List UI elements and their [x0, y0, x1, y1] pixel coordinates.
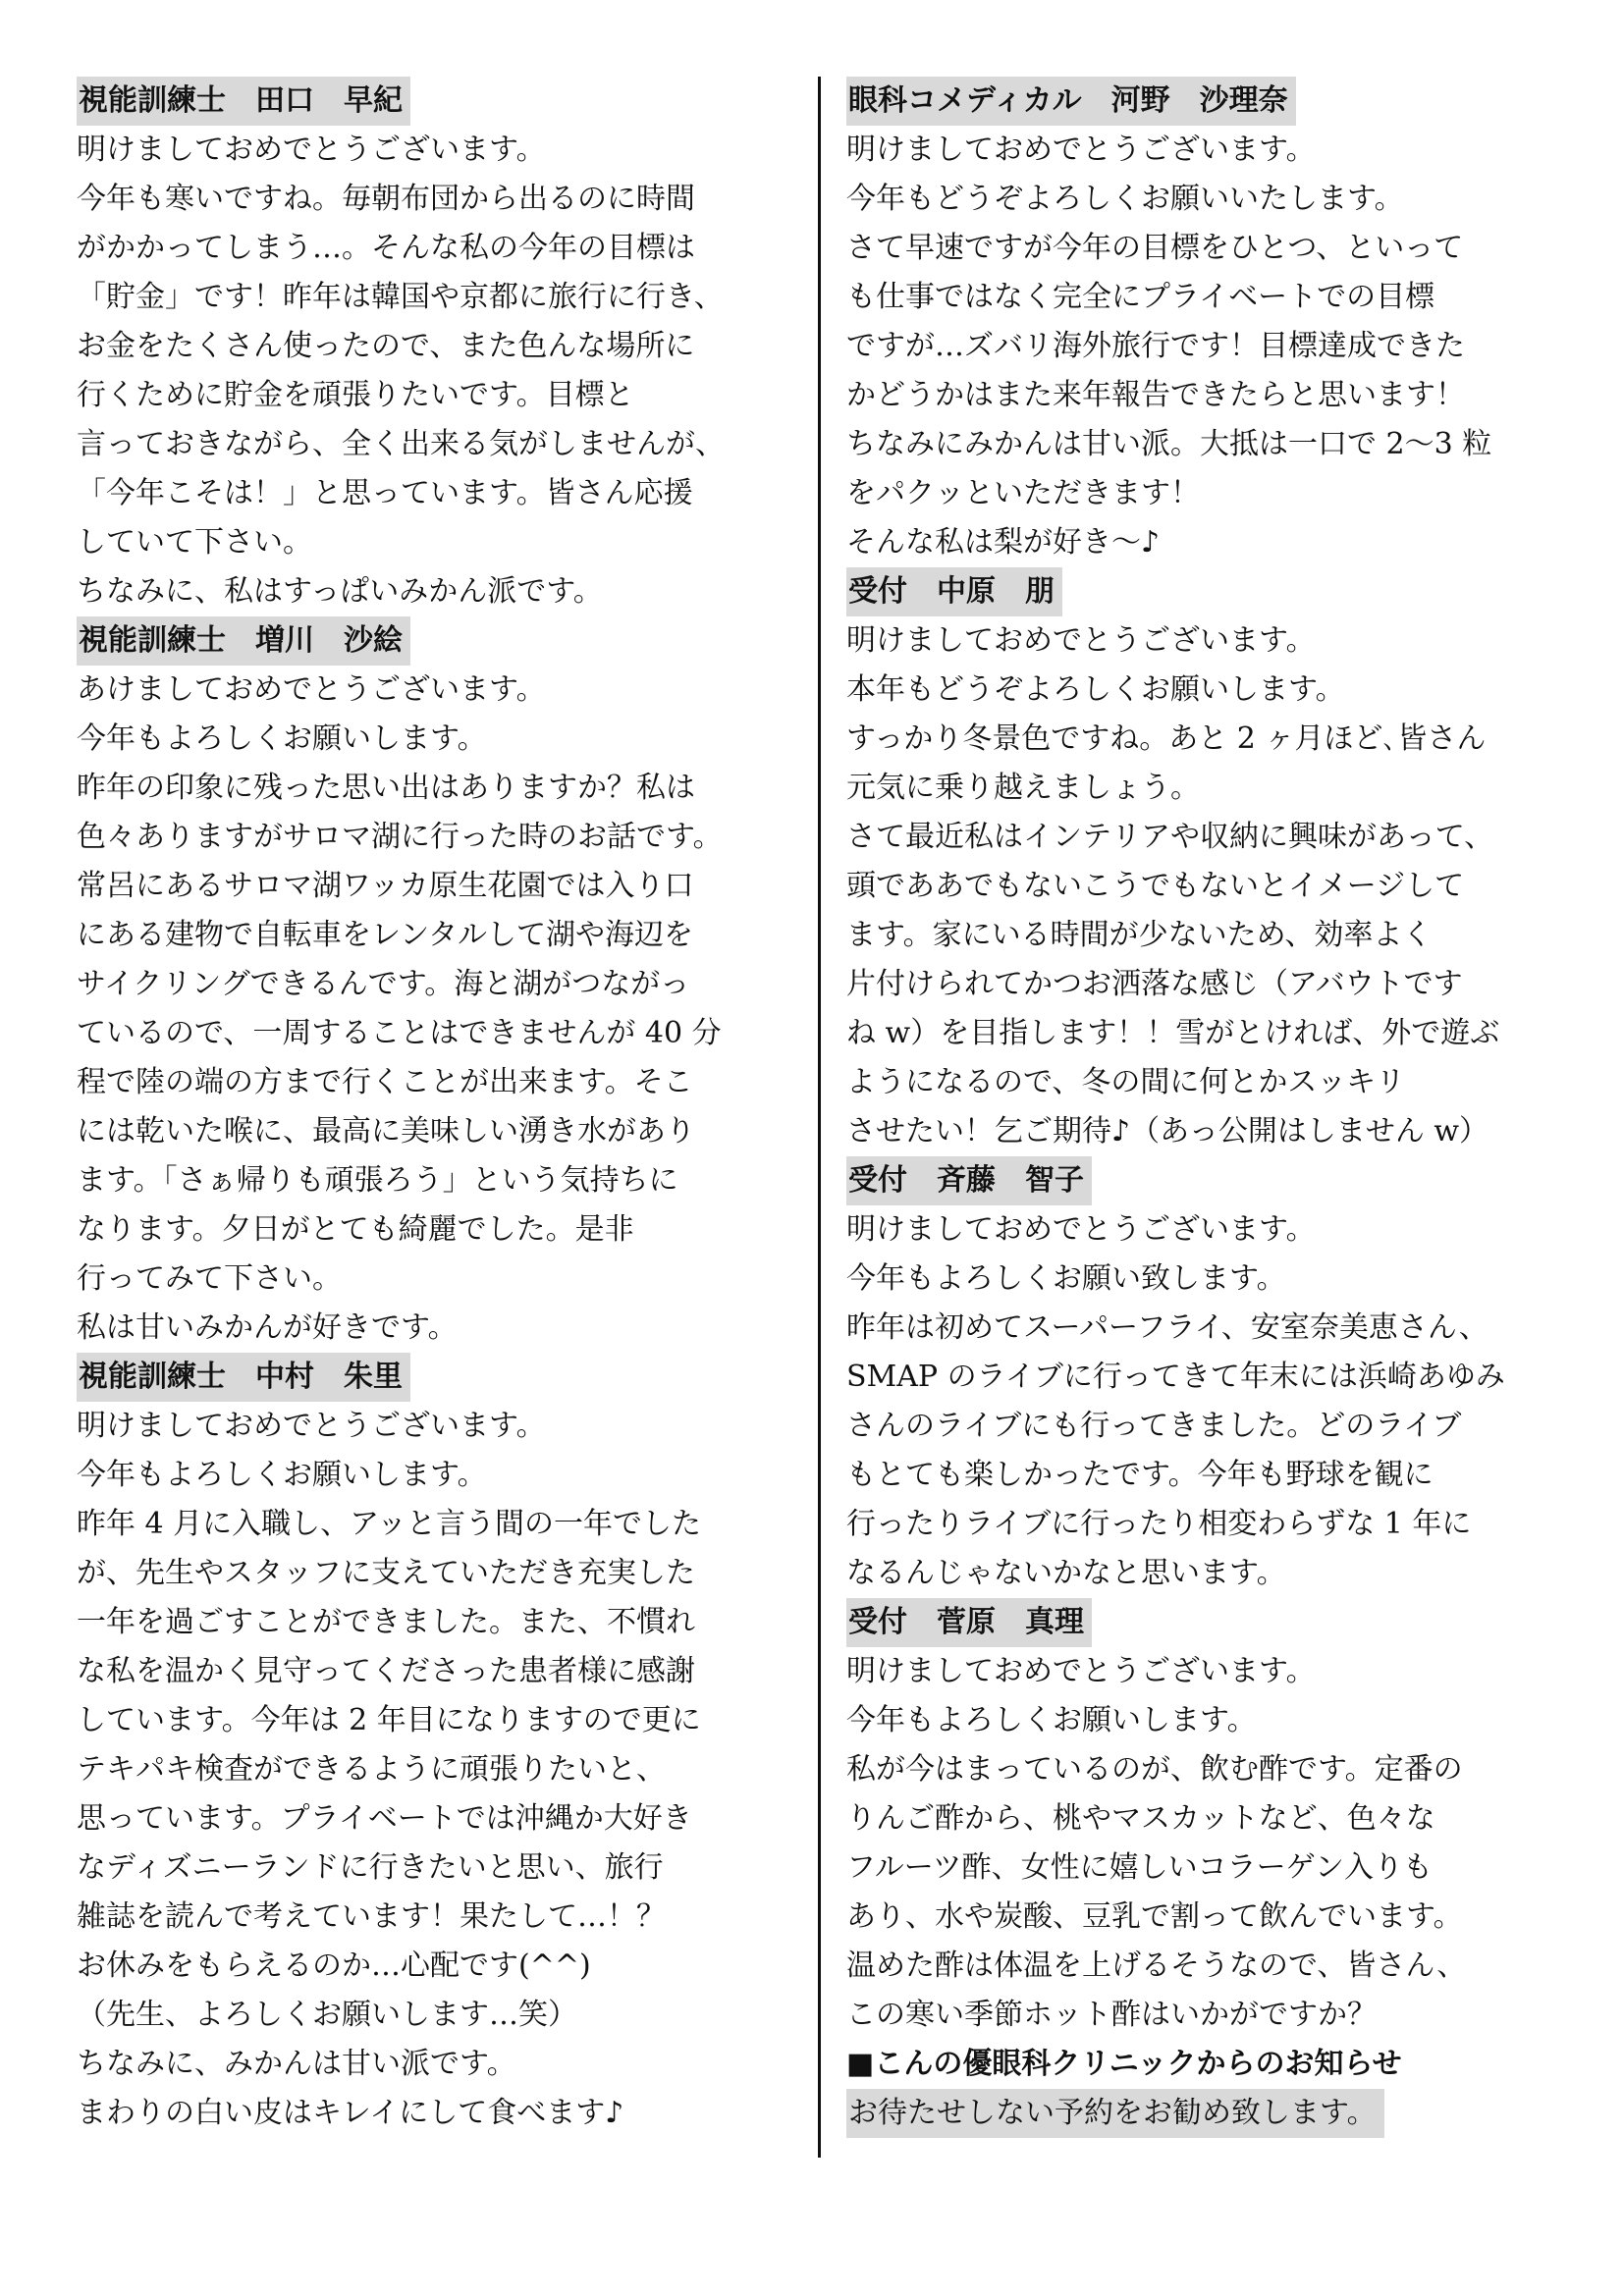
message-line: ているので、一周することはできませんが 40 分: [77, 1016, 722, 1050]
message-line: まわりの白い皮はキレイにして食べます♪: [77, 2096, 624, 2130]
message-line: 元気に乗り越えましょう。: [846, 771, 1200, 805]
message-line: ちなみに、みかんは甘い派です。: [77, 2047, 516, 2081]
left-column: [77, 77, 793, 2138]
message-line: 私は甘いみかんが好きです。: [77, 1310, 458, 1345]
message-line: りんご酢から、桃やマスカットなど、色々な: [846, 1801, 1435, 1836]
message-line: 行ったりライブに行ったり相変わらずな 1 年に: [846, 1507, 1472, 1541]
message-line: 片付けられてかつお洒落な感じ（アバウトです: [846, 967, 1463, 1001]
staff-heading: 受付 斉藤 智子: [846, 1156, 1092, 1205]
staff-section: [846, 1598, 1573, 2040]
message-line: 今年もよろしくお願いします。: [846, 1703, 1257, 1737]
staff-section: [77, 77, 793, 616]
message-line: かどうかはまた来年報告できたらと思います！: [846, 378, 1465, 412]
message-line: サイクリングできるんです。海と湖がつながっ: [77, 967, 690, 1001]
staff-heading: 視能訓練士 中村 朱里: [77, 1353, 410, 1402]
message-line: ちなみに、私はすっぱいみかん派です。: [77, 574, 603, 609]
message-line: 今年もよろしくお願い致します。: [846, 1261, 1286, 1296]
message-line: あり、水や炭酸、豆乳で割って飲んでいます。: [846, 1899, 1463, 1934]
message-line: しています。今年は 2 年目になりますので更に: [77, 1703, 701, 1737]
message-line: 言っておきながら、全く出来る気がしませんが、: [77, 427, 725, 461]
message-line: さんのライブにも行ってきました。どのライブ: [846, 1409, 1462, 1443]
staff-section: [77, 616, 793, 1353]
message-line: 「貯金」です！昨年は韓国や京都に旅行に行き、: [77, 280, 724, 314]
message-line: 今年もよろしくお願いします。: [77, 721, 487, 756]
message-line: お金をたくさん使ったので、また色んな場所に: [77, 329, 695, 363]
message-line: ちなみにみかんは甘い派。大抵は一口で 2～3 粒: [846, 427, 1492, 461]
message-line: 「今年こそは！」と思っています。皆さん応援: [77, 476, 693, 510]
message-line: さて早速ですが今年の目標をひとつ、といって: [846, 231, 1464, 265]
right-sections: [846, 77, 1573, 2040]
message-line: 頭でああでもないこうでもないとイメージして: [846, 869, 1465, 903]
message-line: 明けましておめでとうございます。: [846, 133, 1316, 167]
message-line: 今年もどうぞよろしくお願いいたします。: [846, 182, 1404, 216]
column-divider: [818, 77, 821, 2158]
clinic-notice: [846, 2040, 1573, 2138]
message-line: には乾いた喉に、最高に美味しい湧き水があり: [77, 1114, 695, 1148]
message-line: な私を温かく見守ってくださった患者様に感謝: [77, 1654, 695, 1688]
message-line: 一年を過ごすことができました。また、不慣れ: [77, 1605, 695, 1639]
message-line: 明けましておめでとうございます。: [77, 133, 546, 167]
message-line: すっかり冬景色ですね。あと 2 ヶ月ほど､皆さん: [846, 721, 1487, 756]
message-line: 昨年は初めてスーパーフライ、安室奈美恵さん、: [846, 1310, 1488, 1345]
staff-heading: 受付 中原 朋: [846, 567, 1062, 616]
message-line: 私が今はまっているのが、飲む酢です。定番の: [846, 1752, 1463, 1787]
message-line: させたい！乞ご期待♪（あっ公開はしません w）: [846, 1114, 1489, 1148]
message-line: フルーツ酢、女性に嬉しいコラーゲン入りも: [846, 1850, 1433, 1885]
message-line: をパクッといただきます！: [846, 476, 1200, 510]
staff-section: [77, 1353, 793, 2138]
message-line: 行くために貯金を頑張りたいです。目標と: [77, 378, 634, 412]
message-line: 思っています。プライベートでは沖縄か大好き: [77, 1801, 692, 1836]
message-line: していて下さい。: [77, 525, 312, 560]
message-line: ね w）を目指します！！雪がとければ、外で遊ぶ: [846, 1016, 1500, 1050]
message-line: がかかってしまう…。そんな私の今年の目標は: [77, 231, 695, 265]
staff-heading: 視能訓練士 田口 早紀: [77, 77, 410, 126]
message-line: なディズニーランドに行きたいと思い、旅行: [77, 1850, 664, 1885]
staff-section: [846, 567, 1573, 1156]
message-line: 温めた酢は体温を上げるそうなので、皆さん、: [846, 1949, 1467, 1983]
message-line: 明けましておめでとうございます。: [846, 623, 1316, 658]
message-line: にある建物で自転車をレンタルして湖や海辺を: [77, 918, 694, 952]
message-line: テキパキ検査ができるように頑張りたいと、: [77, 1752, 666, 1787]
message-line: 昨年の印象に残った思い出はありますか？私は: [77, 771, 695, 805]
staff-heading: 受付 菅原 真理: [846, 1598, 1092, 1647]
message-line: （先生、よろしくお願いします…笑）: [77, 1998, 577, 2032]
message-line: ようになるので、冬の間に何とかスッキリ: [846, 1065, 1406, 1099]
message-line: なります。夕日がとても綺麗でした。是非: [77, 1212, 634, 1247]
message-line: そんな私は梨が好き～♪: [846, 525, 1161, 560]
staff-heading: 視能訓練士 増川 沙絵: [77, 616, 410, 666]
message-line: なるんじゃないかなと思います。: [846, 1556, 1286, 1590]
message-line: 昨年 4 月に入職し、アッと言う間の一年でした: [77, 1507, 702, 1541]
message-line: も仕事ではなく完全にプライベートでの目標: [846, 280, 1435, 314]
message-line: 行ってみて下さい。: [77, 1261, 342, 1296]
message-line: 程で陸の端の方まで行くことが出来ます。そこ: [77, 1065, 693, 1099]
staff-section: [846, 1156, 1573, 1598]
message-line: ます。家にいる時間が少ないため、効率よく: [846, 918, 1433, 952]
staff-heading: 眼科コメディカル 河野 沙理奈: [846, 77, 1296, 126]
message-line: 本年もどうぞよろしくお願いします。: [846, 672, 1345, 707]
message-line: 明けましておめでとうございます。: [846, 1654, 1316, 1688]
message-line: さて最近私はインテリアや収納に興味があって、: [846, 820, 1494, 854]
message-line: 今年もよろしくお願いします。: [77, 1458, 487, 1492]
message-line: 明けましておめでとうございます。: [77, 1409, 546, 1443]
staff-section: [846, 77, 1573, 567]
message-line: ます。「さぁ帰りも頑張ろう」という気持ちに: [77, 1163, 678, 1198]
message-line: この寒い季節ホット酢はいかがですか？: [846, 1998, 1377, 2032]
notice-heading: ■こんの優眼科クリニックからのお知らせ: [846, 2047, 1402, 2081]
message-line: あけましておめでとうございます。: [77, 672, 546, 707]
message-line: が、先生やスタッフに支えていただき充実した: [77, 1556, 695, 1590]
message-line: 雑誌を読んで考えています！果たして…！？: [77, 1899, 666, 1934]
notice-text: お待たせしない予約をお勧め致します。: [846, 2089, 1384, 2138]
message-line: 常呂にあるサロマ湖ワッカ原生花園では入り口: [77, 869, 694, 903]
message-line: 明けましておめでとうございます。: [846, 1212, 1316, 1247]
message-line: お休みをもらえるのか…心配です(^^): [77, 1949, 591, 1983]
message-line: もとても楽しかったです。今年も野球を観に: [846, 1458, 1434, 1492]
right-column: [846, 77, 1573, 2138]
message-line: 今年も寒いですね。毎朝布団から出るのに時間: [77, 182, 695, 216]
message-line: SMAP のライブに行ってきて年末には浜崎あゆみ: [846, 1360, 1505, 1394]
message-line: 色々ありますがサロマ湖に行った時のお話です。: [77, 820, 723, 854]
message-line: ですが…ズバリ海外旅行です！目標達成できた: [846, 329, 1465, 363]
